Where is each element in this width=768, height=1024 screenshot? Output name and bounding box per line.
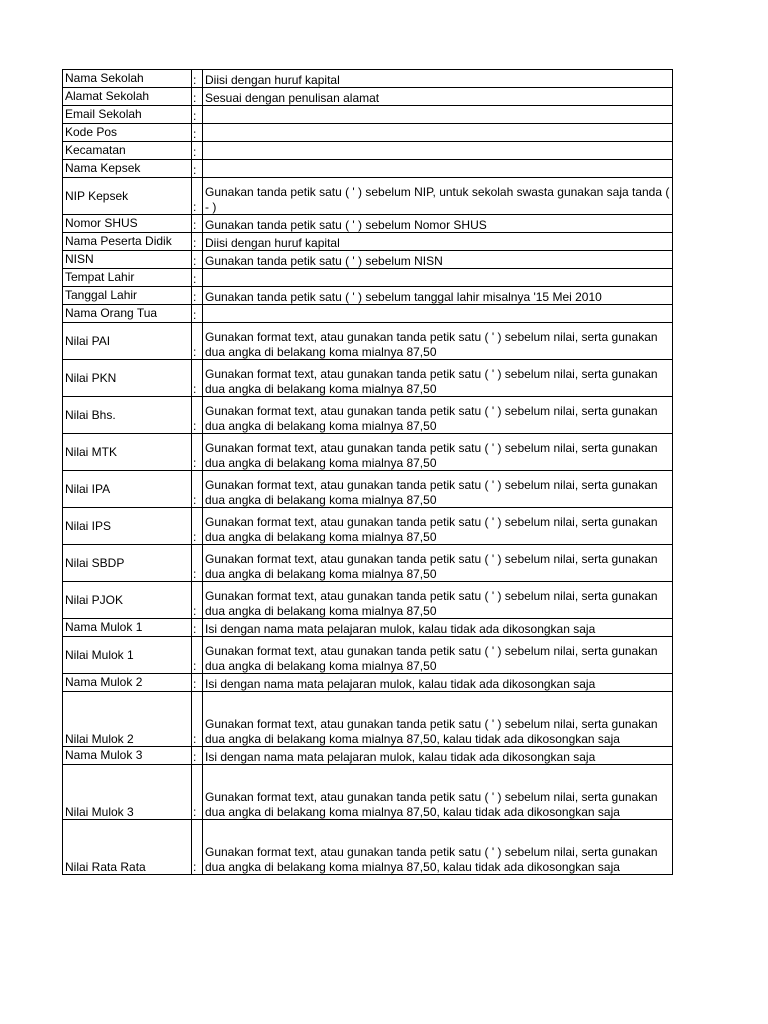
field-label: Nilai Mulok 1 <box>63 637 192 674</box>
field-instruction: Gunakan format text, atau gunakan tanda petik satu ( ' ) sebelum nilai, serta gunakan dua angka di belakang koma mialnya 87,50 <box>203 471 673 508</box>
field-label: Nama Mulok 3 <box>63 747 192 765</box>
field-instruction: Gunakan format text, atau gunakan tanda petik satu ( ' ) sebelum nilai, serta gunakan dua angka di belakang koma mialnya 87,50, kalau tidak ada dikosongkan saja <box>203 765 673 820</box>
field-instruction: Gunakan tanda petik satu ( ' ) sebelum Nomor SHUS <box>203 215 673 233</box>
field-colon: : <box>192 160 203 178</box>
field-instruction: Isi dengan nama mata pelajaran mulok, kalau tidak ada dikosongkan saja <box>203 619 673 637</box>
table-row <box>63 747 673 765</box>
field-instruction: Sesuai dengan penulisan alamat <box>203 88 673 106</box>
field-colon: : <box>192 434 203 471</box>
table-row <box>63 106 673 124</box>
field-colon: : <box>192 619 203 637</box>
table-row <box>63 215 673 233</box>
field-label: Nilai PKN <box>63 360 192 397</box>
field-label: Nomor SHUS <box>63 215 192 233</box>
field-instruction: Gunakan format text, atau gunakan tanda petik satu ( ' ) sebelum nilai, serta gunakan dua angka di belakang koma mialnya 87,50, kalau tidak ada dikosongkan saja <box>203 820 673 875</box>
field-colon: : <box>192 251 203 269</box>
field-colon: : <box>192 88 203 106</box>
table-row <box>63 269 673 287</box>
field-instruction: Gunakan tanda petik satu ( ' ) sebelum NISN <box>203 251 673 269</box>
spreadsheet-page <box>62 69 672 875</box>
field-instruction <box>203 142 673 160</box>
field-colon: : <box>192 471 203 508</box>
field-label: Nilai Mulok 3 <box>63 765 192 820</box>
field-colon: : <box>192 178 203 215</box>
field-instruction <box>203 160 673 178</box>
table-row <box>63 88 673 106</box>
field-colon: : <box>192 287 203 305</box>
field-instruction: Gunakan format text, atau gunakan tanda petik satu ( ' ) sebelum nilai, serta gunakan dua angka di belakang koma mialnya 87,50 <box>203 582 673 619</box>
field-label: Nilai MTK <box>63 434 192 471</box>
field-colon: : <box>192 637 203 674</box>
field-label: Nama Mulok 2 <box>63 674 192 692</box>
field-instruction <box>203 106 673 124</box>
table-row <box>63 178 673 215</box>
field-instruction: Gunakan tanda petik satu ( ' ) sebelum tanggal lahir misalnya '15 Mei 2010 <box>203 287 673 305</box>
field-label: NIP Kepsek <box>63 178 192 215</box>
field-colon: : <box>192 142 203 160</box>
field-label: Nilai PAI <box>63 323 192 360</box>
field-colon: : <box>192 124 203 142</box>
field-colon: : <box>192 674 203 692</box>
table-row <box>63 820 673 875</box>
field-label: Tanggal Lahir <box>63 287 192 305</box>
field-colon: : <box>192 765 203 820</box>
field-instruction: Diisi dengan huruf kapital <box>203 233 673 251</box>
field-label: Nilai PJOK <box>63 582 192 619</box>
table-row <box>63 674 673 692</box>
field-label: Nilai IPS <box>63 508 192 545</box>
table-row <box>63 471 673 508</box>
field-label: Kode Pos <box>63 124 192 142</box>
table-row <box>63 360 673 397</box>
table-row <box>63 70 673 88</box>
table-row <box>63 692 673 747</box>
field-instruction: Gunakan tanda petik satu ( ' ) sebelum NIP, untuk sekolah swasta gunakan saja tanda ( - ) <box>203 178 673 215</box>
table-row <box>63 323 673 360</box>
field-label: Nilai IPA <box>63 471 192 508</box>
field-label: Nilai Bhs. <box>63 397 192 434</box>
table-row <box>63 142 673 160</box>
table-row <box>63 508 673 545</box>
form-guide-table <box>62 69 673 875</box>
field-colon: : <box>192 360 203 397</box>
field-colon: : <box>192 305 203 323</box>
field-colon: : <box>192 747 203 765</box>
field-instruction <box>203 269 673 287</box>
table-row <box>63 287 673 305</box>
field-colon: : <box>192 106 203 124</box>
field-label: Tempat Lahir <box>63 269 192 287</box>
field-colon: : <box>192 397 203 434</box>
form-guide-rows <box>63 70 673 875</box>
field-label: Nilai SBDP <box>63 545 192 582</box>
table-row <box>63 637 673 674</box>
field-colon: : <box>192 692 203 747</box>
table-row <box>63 160 673 178</box>
field-instruction: Gunakan format text, atau gunakan tanda petik satu ( ' ) sebelum nilai, serta gunakan dua angka di belakang koma mialnya 87,50 <box>203 397 673 434</box>
field-colon: : <box>192 233 203 251</box>
field-colon: : <box>192 269 203 287</box>
field-label: Nilai Mulok 2 <box>63 692 192 747</box>
field-instruction: Gunakan format text, atau gunakan tanda petik satu ( ' ) sebelum nilai, serta gunakan dua angka di belakang koma mialnya 87,50 <box>203 637 673 674</box>
field-colon: : <box>192 323 203 360</box>
field-colon: : <box>192 582 203 619</box>
table-row <box>63 397 673 434</box>
field-label: Alamat Sekolah <box>63 88 192 106</box>
field-instruction: Isi dengan nama mata pelajaran mulok, kalau tidak ada dikosongkan saja <box>203 674 673 692</box>
field-colon: : <box>192 70 203 88</box>
table-row <box>63 124 673 142</box>
field-colon: : <box>192 545 203 582</box>
field-label: Nilai Rata Rata <box>63 820 192 875</box>
table-row <box>63 582 673 619</box>
field-label: NISN <box>63 251 192 269</box>
field-colon: : <box>192 820 203 875</box>
field-label: Nama Kepsek <box>63 160 192 178</box>
table-row <box>63 434 673 471</box>
field-label: Kecamatan <box>63 142 192 160</box>
field-label: Nama Sekolah <box>63 70 192 88</box>
field-instruction: Gunakan format text, atau gunakan tanda petik satu ( ' ) sebelum nilai, serta gunakan dua angka di belakang koma mialnya 87,50 <box>203 323 673 360</box>
field-instruction: Isi dengan nama mata pelajaran mulok, kalau tidak ada dikosongkan saja <box>203 747 673 765</box>
table-row <box>63 765 673 820</box>
field-instruction: Gunakan format text, atau gunakan tanda petik satu ( ' ) sebelum nilai, serta gunakan dua angka di belakang koma mialnya 87,50, kalau tidak ada dikosongkan saja <box>203 692 673 747</box>
field-label: Nama Peserta Didik <box>63 233 192 251</box>
field-instruction <box>203 305 673 323</box>
field-instruction <box>203 124 673 142</box>
field-instruction: Gunakan format text, atau gunakan tanda petik satu ( ' ) sebelum nilai, serta gunakan dua angka di belakang koma mialnya 87,50 <box>203 508 673 545</box>
field-colon: : <box>192 508 203 545</box>
field-label: Email Sekolah <box>63 106 192 124</box>
field-label: Nama Orang Tua <box>63 305 192 323</box>
table-row <box>63 251 673 269</box>
table-row <box>63 545 673 582</box>
field-colon: : <box>192 215 203 233</box>
field-instruction: Gunakan format text, atau gunakan tanda petik satu ( ' ) sebelum nilai, serta gunakan dua angka di belakang koma mialnya 87,50 <box>203 360 673 397</box>
table-row <box>63 619 673 637</box>
table-row <box>63 233 673 251</box>
field-instruction: Gunakan format text, atau gunakan tanda petik satu ( ' ) sebelum nilai, serta gunakan dua angka di belakang koma mialnya 87,50 <box>203 434 673 471</box>
field-label: Nama Mulok 1 <box>63 619 192 637</box>
table-row <box>63 305 673 323</box>
field-instruction: Gunakan format text, atau gunakan tanda petik satu ( ' ) sebelum nilai, serta gunakan dua angka di belakang koma mialnya 87,50 <box>203 545 673 582</box>
field-instruction: Diisi dengan huruf kapital <box>203 70 673 88</box>
